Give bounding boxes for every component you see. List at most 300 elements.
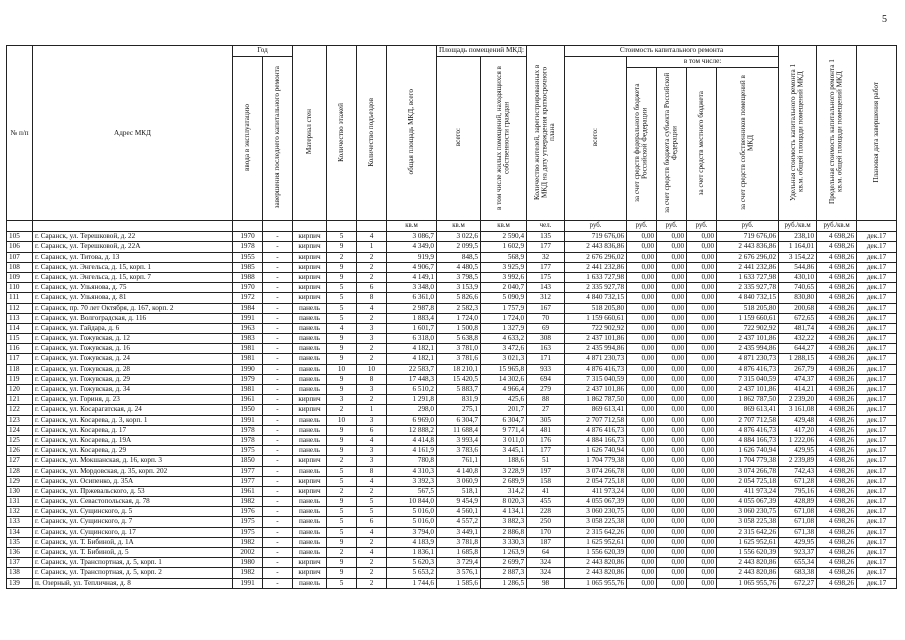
total-area-cell: 4 182,1	[387, 354, 437, 364]
max-cost-cell: 4 698,26	[817, 507, 857, 517]
area-total-cell: 3 060,9	[437, 476, 481, 486]
area-residential-cell: 3 992,6	[481, 272, 527, 282]
row-number-cell: 139	[7, 578, 33, 588]
cost-regional-cell: 0,00	[657, 486, 687, 496]
year-commission-cell: 1976	[233, 507, 263, 517]
planned-date-cell: дек.17	[857, 354, 897, 364]
cost-local-cell: 0,00	[687, 334, 717, 344]
cost-local-cell: 0,00	[687, 344, 717, 354]
area-total-cell: 2 582,3	[437, 303, 481, 313]
total-area-cell: 6 510,2	[387, 385, 437, 395]
floors-cell: 9	[327, 242, 357, 252]
residents-cell: 177	[527, 262, 565, 272]
residents-cell: 308	[527, 334, 565, 344]
area-total-cell: 3 781,8	[437, 537, 481, 547]
max-cost-cell: 4 698,26	[817, 568, 857, 578]
cost-regional-cell: 0,00	[657, 425, 687, 435]
floors-cell: 9	[327, 262, 357, 272]
cost-federal-cell: 0,00	[627, 242, 657, 252]
max-cost-cell: 4 698,26	[817, 537, 857, 547]
planned-date-cell: дек.17	[857, 507, 897, 517]
cost-federal-cell: 0,00	[627, 435, 657, 445]
cost-owners-cell: 4 876 416,73	[717, 425, 779, 435]
wall-material-cell: кирпич	[293, 456, 327, 466]
year-last-repair-cell: -	[263, 527, 293, 537]
planned-date-cell: дек.17	[857, 252, 897, 262]
cost-regional-cell: 0,00	[657, 405, 687, 415]
max-cost-cell: 4 698,26	[817, 425, 857, 435]
total-area-cell: 4 414,8	[387, 435, 437, 445]
year-last-repair-cell: -	[263, 446, 293, 456]
floors-cell: 3	[327, 395, 357, 405]
address-cell: г. Саранск, ул. Волгоградская, д. 116	[33, 313, 233, 323]
year-last-repair-cell: -	[263, 364, 293, 374]
wall-material-cell: панель	[293, 466, 327, 476]
cost-local-cell: 0,00	[687, 313, 717, 323]
planned-date-cell: дек.17	[857, 568, 897, 578]
unit-cell: кв.м	[437, 221, 481, 232]
residents-cell: 933	[527, 364, 565, 374]
table-row	[7, 527, 897, 537]
wall-material-cell: панель	[293, 425, 327, 435]
area-residential-cell: 2 887,3	[481, 568, 527, 578]
cost-total-cell: 3 060 230,75	[565, 507, 627, 517]
area-residential-cell: 3 882,3	[481, 517, 527, 527]
planned-date-cell: дек.17	[857, 558, 897, 568]
residents-cell: 69	[527, 323, 565, 333]
residents-cell: 250	[527, 517, 565, 527]
floors-cell: 5	[327, 283, 357, 293]
cost-regional-cell: 0,00	[657, 344, 687, 354]
cost-total-cell: 1 633 727,98	[565, 272, 627, 282]
entrances-cell: 4	[357, 527, 387, 537]
planned-date-cell: дек.17	[857, 323, 897, 333]
cost-owners-cell: 411 973,24	[717, 486, 779, 496]
residents-cell: 228	[527, 507, 565, 517]
cost-federal-cell: 0,00	[627, 313, 657, 323]
specific-cost-cell: 429,48	[779, 415, 817, 425]
specific-cost-cell: 474,37	[779, 374, 817, 384]
year-last-repair-cell: -	[263, 252, 293, 262]
cost-federal-cell: 0,00	[627, 334, 657, 344]
year-commission-cell: 1972	[233, 293, 263, 303]
floors-cell: 9	[327, 568, 357, 578]
cost-local-cell: 0,00	[687, 385, 717, 395]
specific-cost-cell: 671,38	[779, 527, 817, 537]
area-residential-cell: 2 886,8	[481, 527, 527, 537]
floors-cell: 4	[327, 323, 357, 333]
cost-federal-cell: 0,00	[627, 385, 657, 395]
year-commission-cell: 1981	[233, 344, 263, 354]
entrances-cell: 2	[357, 354, 387, 364]
cost-owners-cell: 2 707 712,58	[717, 415, 779, 425]
specific-cost-cell: 481,74	[779, 323, 817, 333]
planned-date-cell: дек.17	[857, 466, 897, 476]
units-row	[7, 221, 897, 232]
specific-cost-cell: 671,28	[779, 476, 817, 486]
year-commission-cell: 1983	[233, 334, 263, 344]
year-commission-cell: 1985	[233, 262, 263, 272]
area-residential-cell: 6 304,7	[481, 415, 527, 425]
specific-cost-cell: 430,10	[779, 272, 817, 282]
area-total-cell: 3 153,9	[437, 283, 481, 293]
cost-federal-cell: 0,00	[627, 262, 657, 272]
cost-regional-cell: 0,00	[657, 578, 687, 588]
table-row	[7, 466, 897, 476]
address-cell: г. Саранск, ул. Севастопольская, д. 78	[33, 497, 233, 507]
year-commission-cell: 1981	[233, 385, 263, 395]
col-wall-material-header: Материал стен	[293, 46, 327, 221]
entrances-cell: 2	[357, 578, 387, 588]
cost-federal-cell: 0,00	[627, 354, 657, 364]
total-area-cell: 6 361,0	[387, 293, 437, 303]
year-last-repair-cell: -	[263, 313, 293, 323]
specific-cost-cell: 672,65	[779, 313, 817, 323]
table-row	[7, 568, 897, 578]
area-total-cell: 5 638,8	[437, 334, 481, 344]
entrances-cell: 2	[357, 395, 387, 405]
cost-owners-cell: 2 435 994,86	[717, 344, 779, 354]
row-number-cell: 119	[7, 374, 33, 384]
residents-cell: 176	[527, 435, 565, 445]
row-number-cell: 105	[7, 232, 33, 242]
cost-regional-cell: 0,00	[657, 497, 687, 507]
cost-owners-cell: 4 884 166,73	[717, 435, 779, 445]
cost-local-cell: 0,00	[687, 374, 717, 384]
residents-cell: 481	[527, 425, 565, 435]
specific-cost-cell: 3 161,08	[779, 405, 817, 415]
address-cell: г. Саранск, ул. Гайдара, д. 6	[33, 323, 233, 333]
cost-regional-cell: 0,00	[657, 456, 687, 466]
address-cell: г. Саранск, ул. Энгельса, д. 15, корп. 7	[33, 272, 233, 282]
row-number-cell: 133	[7, 517, 33, 527]
table-row	[7, 497, 897, 507]
wall-material-cell: кирпич	[293, 568, 327, 578]
year-last-repair-cell: -	[263, 272, 293, 282]
cost-local-cell: 0,00	[687, 476, 717, 486]
year-last-repair-cell: -	[263, 425, 293, 435]
year-last-repair-cell: -	[263, 334, 293, 344]
cost-total-cell: 1 556 620,39	[565, 548, 627, 558]
max-cost-cell: 4 698,26	[817, 415, 857, 425]
col-year-repair-header: завершения последнего капитального ремонта	[263, 57, 293, 221]
wall-material-cell: панель	[293, 507, 327, 517]
entrances-cell: 3	[357, 385, 387, 395]
year-last-repair-cell: -	[263, 262, 293, 272]
col-planned-date-header: Плановая дата завершения работ	[857, 46, 897, 221]
floors-cell: 5	[327, 313, 357, 323]
table-row	[7, 334, 897, 344]
cost-owners-cell: 1 065 955,76	[717, 578, 779, 588]
residents-cell: 197	[527, 466, 565, 476]
table-row	[7, 405, 897, 415]
specific-cost-cell: 671,08	[779, 507, 817, 517]
area-residential-cell: 3 472,6	[481, 344, 527, 354]
entrances-cell: 2	[357, 568, 387, 578]
year-commission-cell: 1970	[233, 232, 263, 242]
floors-cell: 5	[327, 232, 357, 242]
year-last-repair-cell: -	[263, 323, 293, 333]
planned-date-cell: дек.17	[857, 527, 897, 537]
cost-regional-cell: 0,00	[657, 446, 687, 456]
floors-cell: 9	[327, 446, 357, 456]
cost-total-cell: 3 058 225,38	[565, 517, 627, 527]
address-cell: г. Саранск, ул. Гожувская, д. 16	[33, 344, 233, 354]
address-cell: г. Саранск, ул. Мокшанская, д. 16, корп. 3	[33, 456, 233, 466]
address-cell: г. Саранск, ул. Т. Бибиной, д. 1А	[33, 537, 233, 547]
cost-regional-cell: 0,00	[657, 232, 687, 242]
entrances-cell: 8	[357, 293, 387, 303]
address-cell: г. Саранск, ул. Титова, д. 13	[33, 252, 233, 262]
entrances-cell: 6	[357, 425, 387, 435]
total-area-cell: 3 348,0	[387, 283, 437, 293]
wall-material-cell: кирпич	[293, 476, 327, 486]
cost-total-cell: 2 443 820,86	[565, 558, 627, 568]
area-total-cell: 518,1	[437, 486, 481, 496]
entrances-cell: 4	[357, 548, 387, 558]
row-number-cell: 112	[7, 303, 33, 313]
residents-cell: 177	[527, 446, 565, 456]
row-number-cell: 110	[7, 283, 33, 293]
cost-owners-cell: 1 862 787,50	[717, 395, 779, 405]
table-row	[7, 283, 897, 293]
year-commission-cell: 1991	[233, 415, 263, 425]
row-number-cell: 116	[7, 344, 33, 354]
cost-local-cell: 0,00	[687, 283, 717, 293]
residents-cell: 51	[527, 456, 565, 466]
year-commission-cell: 1991	[233, 313, 263, 323]
area-total-cell: 15 420,5	[437, 374, 481, 384]
total-area-cell: 6 318,0	[387, 334, 437, 344]
area-residential-cell: 3 021,3	[481, 354, 527, 364]
planned-date-cell: дек.17	[857, 303, 897, 313]
planned-date-cell: дек.17	[857, 395, 897, 405]
area-residential-cell: 4 134,1	[481, 507, 527, 517]
address-cell: г. Саранск, ул. Транспортная, д. 5, корп. 2	[33, 568, 233, 578]
residents-cell: 158	[527, 476, 565, 486]
area-total-cell: 3 729,4	[437, 558, 481, 568]
table-row	[7, 578, 897, 588]
floors-cell: 5	[327, 476, 357, 486]
cost-total-cell: 4 055 067,39	[565, 497, 627, 507]
cost-regional-cell: 0,00	[657, 537, 687, 547]
floors-cell: 9	[327, 435, 357, 445]
specific-cost-cell: 1 288,15	[779, 354, 817, 364]
cost-local-cell: 0,00	[687, 517, 717, 527]
cost-regional-cell: 0,00	[657, 466, 687, 476]
specific-cost-cell: 3 154,22	[779, 252, 817, 262]
address-cell: г. Саранск, ул. Терешковой, д. 22А	[33, 242, 233, 252]
area-residential-cell: 1 724,0	[481, 313, 527, 323]
year-commission-cell: 1977	[233, 466, 263, 476]
table-row	[7, 252, 897, 262]
cost-total-cell: 2 437 101,86	[565, 385, 627, 395]
year-last-repair-cell: -	[263, 466, 293, 476]
cost-local-cell: 0,00	[687, 456, 717, 466]
wall-material-cell: панель	[293, 517, 327, 527]
residents-cell: 694	[527, 374, 565, 384]
planned-date-cell: дек.17	[857, 232, 897, 242]
year-last-repair-cell: -	[263, 283, 293, 293]
entrances-cell: 2	[357, 558, 387, 568]
entrances-cell: 2	[357, 252, 387, 262]
area-residential-cell: 5 090,9	[481, 293, 527, 303]
cost-federal-cell: 0,00	[627, 364, 657, 374]
year-commission-cell: 1991	[233, 578, 263, 588]
specific-cost-cell: 830,80	[779, 293, 817, 303]
year-commission-cell: 2002	[233, 548, 263, 558]
address-cell: г. Саранск, ул. Косарева, д. 29	[33, 446, 233, 456]
year-commission-cell: 1982	[233, 568, 263, 578]
wall-material-cell: кирпич	[293, 558, 327, 568]
total-area-cell: 4 183,9	[387, 537, 437, 547]
entrances-cell: 2	[357, 344, 387, 354]
total-area-cell: 1 744,6	[387, 578, 437, 588]
wall-material-cell: панель	[293, 313, 327, 323]
cost-total-cell: 518 205,80	[565, 303, 627, 313]
planned-date-cell: дек.17	[857, 476, 897, 486]
max-cost-cell: 4 698,26	[817, 466, 857, 476]
cost-local-cell: 0,00	[687, 497, 717, 507]
row-number-cell: 135	[7, 537, 33, 547]
col-cost-federal-header: за счет средств федерального бюджета Российской Федерации	[627, 68, 657, 221]
total-area-cell: 567,5	[387, 486, 437, 496]
table-row	[7, 313, 897, 323]
entrances-cell: 4	[357, 476, 387, 486]
cost-total-cell: 2 443 820,86	[565, 568, 627, 578]
total-area-cell: 5 653,2	[387, 568, 437, 578]
max-cost-cell: 4 698,26	[817, 405, 857, 415]
address-cell: г. Саранск, ул. Косарагатская, д. 24	[33, 405, 233, 415]
year-last-repair-cell: -	[263, 303, 293, 313]
address-cell: г. Саранск, ул. Косарева, д. 19А	[33, 435, 233, 445]
total-area-cell: 6 969,0	[387, 415, 437, 425]
cost-owners-cell: 4 871 230,73	[717, 354, 779, 364]
specific-cost-cell: 644,27	[779, 344, 817, 354]
cost-local-cell: 0,00	[687, 405, 717, 415]
cost-owners-cell: 3 074 266,78	[717, 466, 779, 476]
address-cell: г. Саранск, ул. Осипенко, д. 35А	[33, 476, 233, 486]
cost-federal-cell: 0,00	[627, 395, 657, 405]
cost-owners-cell: 2 441 232,86	[717, 262, 779, 272]
area-total-cell: 6 304,7	[437, 415, 481, 425]
col-year-commission-header: ввода в эксплуатацию	[233, 57, 263, 221]
year-last-repair-cell: -	[263, 344, 293, 354]
cost-regional-cell: 0,00	[657, 558, 687, 568]
floors-cell: 9	[327, 272, 357, 282]
area-residential-cell: 2 590,4	[481, 232, 527, 242]
area-residential-cell: 9 771,4	[481, 425, 527, 435]
max-cost-cell: 4 698,26	[817, 548, 857, 558]
area-total-cell: 3 781,6	[437, 354, 481, 364]
cost-regional-cell: 0,00	[657, 374, 687, 384]
wall-material-cell: кирпич	[293, 283, 327, 293]
wall-material-cell: кирпич	[293, 242, 327, 252]
residents-cell: 27	[527, 405, 565, 415]
planned-date-cell: дек.17	[857, 435, 897, 445]
max-cost-cell: 4 698,26	[817, 476, 857, 486]
wall-material-cell: кирпич	[293, 232, 327, 242]
cost-regional-cell: 0,00	[657, 252, 687, 262]
specific-cost-cell: 429,95	[779, 537, 817, 547]
total-area-cell: 780,8	[387, 456, 437, 466]
cost-regional-cell: 0,00	[657, 527, 687, 537]
residents-cell: 32	[527, 252, 565, 262]
cost-total-cell: 1 159 660,61	[565, 313, 627, 323]
cost-owners-cell: 1 625 952,61	[717, 537, 779, 547]
cost-federal-cell: 0,00	[627, 558, 657, 568]
year-last-repair-cell: -	[263, 578, 293, 588]
cost-regional-cell: 0,00	[657, 476, 687, 486]
year-commission-cell: 1988	[233, 272, 263, 282]
address-cell: г. Саранск, пр. 70 лет Октября, д. 167, корп. 2	[33, 303, 233, 313]
planned-date-cell: дек.17	[857, 364, 897, 374]
cost-owners-cell: 1 633 727,98	[717, 272, 779, 282]
table-row	[7, 446, 897, 456]
cost-regional-cell: 0,00	[657, 334, 687, 344]
total-area-cell: 5 620,3	[387, 558, 437, 568]
residents-cell: 175	[527, 272, 565, 282]
wall-material-cell: панель	[293, 344, 327, 354]
max-cost-cell: 4 698,26	[817, 446, 857, 456]
row-number-cell: 117	[7, 354, 33, 364]
cost-owners-cell: 3 060 230,75	[717, 507, 779, 517]
cost-regional-cell: 0,00	[657, 385, 687, 395]
year-commission-cell: 1978	[233, 425, 263, 435]
residents-cell: 41	[527, 486, 565, 496]
cost-federal-cell: 0,00	[627, 415, 657, 425]
wall-material-cell: панель	[293, 334, 327, 344]
area-residential-cell: 201,7	[481, 405, 527, 415]
year-last-repair-cell: -	[263, 456, 293, 466]
cost-local-cell: 0,00	[687, 364, 717, 374]
entrances-cell: 10	[357, 364, 387, 374]
cost-regional-cell: 0,00	[657, 507, 687, 517]
total-area-cell: 4 310,3	[387, 466, 437, 476]
cost-local-cell: 0,00	[687, 232, 717, 242]
planned-date-cell: дек.17	[857, 486, 897, 496]
cost-federal-cell: 0,00	[627, 374, 657, 384]
wall-material-cell: кирпич	[293, 486, 327, 496]
cost-local-cell: 0,00	[687, 568, 717, 578]
area-total-cell: 3 449,1	[437, 527, 481, 537]
address-cell: г. Саранск, ул. Гожувская, д. 34	[33, 385, 233, 395]
residents-cell: 64	[527, 548, 565, 558]
max-cost-cell: 4 698,26	[817, 323, 857, 333]
cost-owners-cell: 1 626 740,94	[717, 446, 779, 456]
area-residential-cell: 3 011,0	[481, 435, 527, 445]
cost-total-cell: 4 876 416,73	[565, 425, 627, 435]
max-cost-cell: 4 698,26	[817, 334, 857, 344]
cost-owners-cell: 4 876 416,73	[717, 364, 779, 374]
col-total-area-header: общая площадь МКД, всего	[387, 46, 437, 221]
cost-total-cell: 7 315 040,59	[565, 374, 627, 384]
year-commission-cell: 1978	[233, 435, 263, 445]
year-last-repair-cell: -	[263, 497, 293, 507]
planned-date-cell: дек.17	[857, 456, 897, 466]
wall-material-cell: панель	[293, 385, 327, 395]
cost-regional-cell: 0,00	[657, 415, 687, 425]
year-last-repair-cell: -	[263, 517, 293, 527]
entrances-cell: 3	[357, 334, 387, 344]
year-commission-cell: 1950	[233, 405, 263, 415]
col-cost-local-header: за счет средств местного бюджета	[687, 68, 717, 221]
area-total-cell: 3 022,6	[437, 232, 481, 242]
cost-owners-cell: 869 613,41	[717, 405, 779, 415]
cost-owners-cell: 2 443 836,86	[717, 242, 779, 252]
residents-cell: 88	[527, 395, 565, 405]
max-cost-cell: 4 698,26	[817, 272, 857, 282]
